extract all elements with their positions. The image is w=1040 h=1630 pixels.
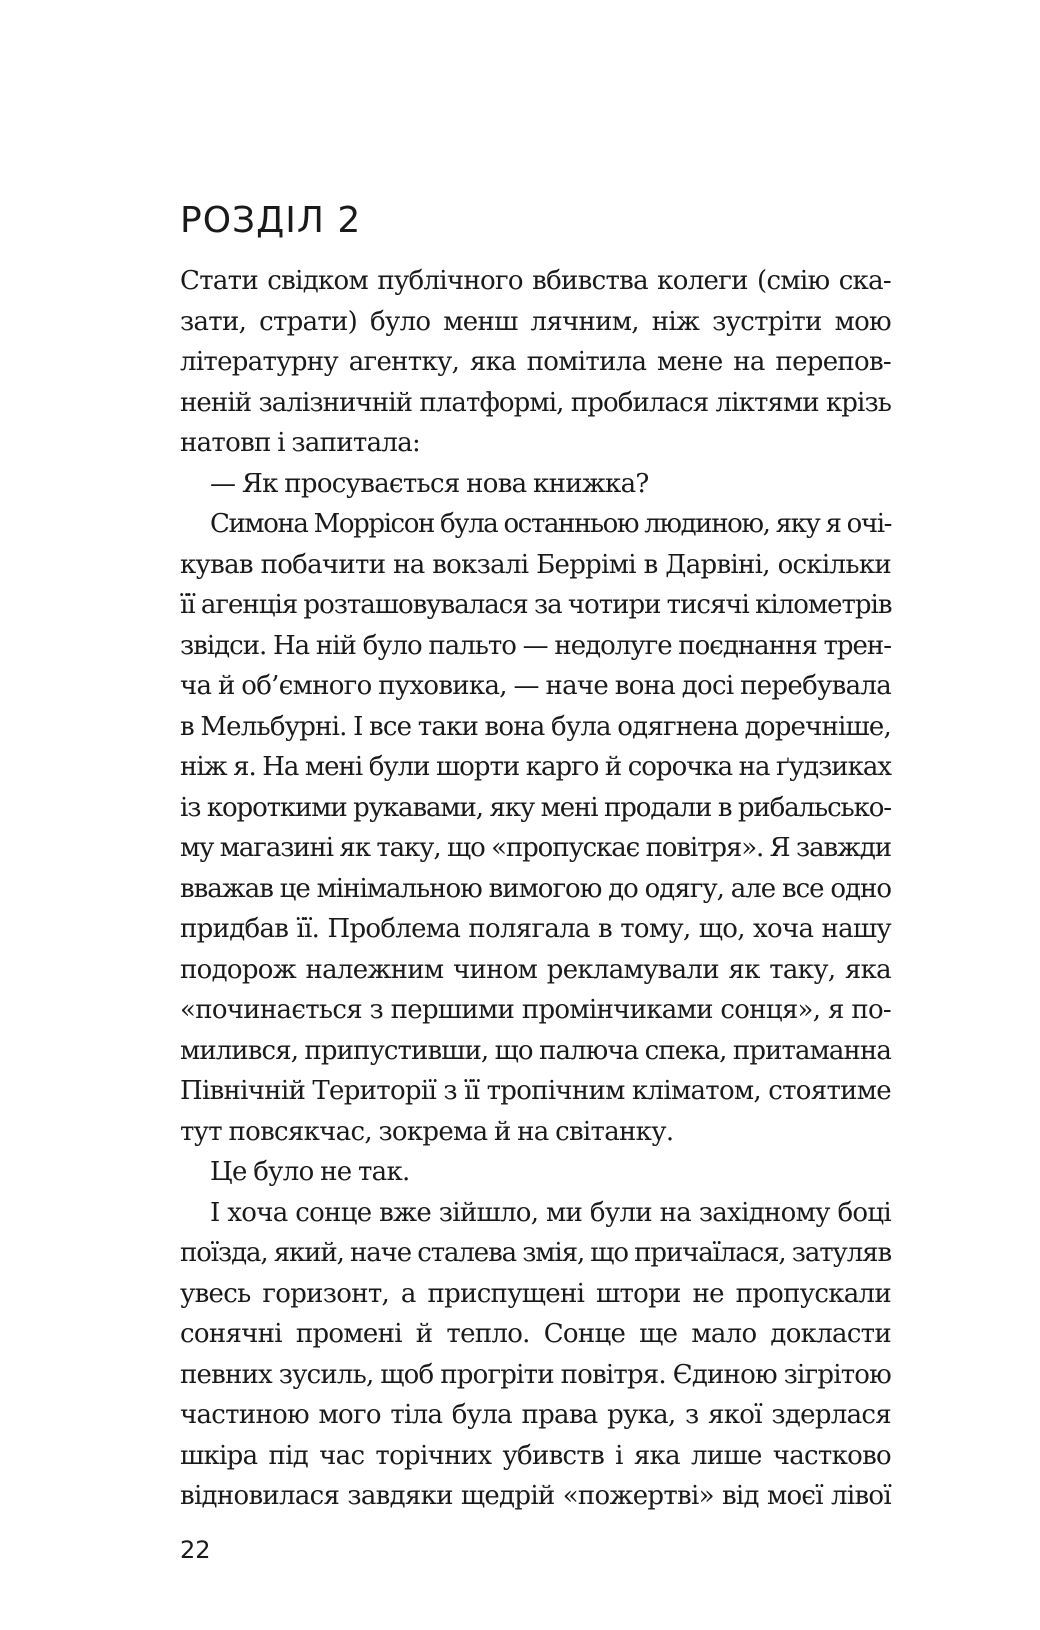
text-line: кував побачити на вокзалі Беррімі в Дарвіні, оскільки <box>180 549 891 580</box>
text-line: милився, припустивши, що палюча спека, притаманна <box>180 1035 891 1066</box>
text-line: — Як просувається нова книжка? <box>210 468 649 499</box>
chapter-title: РОЗДІЛ 2 <box>180 200 362 241</box>
text-line: літературну агентку, яка помітила мене на перепов- <box>180 347 891 377</box>
text-line: сонячні промені й тепло. Сонце ще мало докласти <box>180 1319 891 1349</box>
text-line: Це було не так. <box>210 1157 410 1187</box>
text-line: тут повсякчас, зокрема й на світанку. <box>180 1116 674 1147</box>
text-line: увесь горизонт, а приспущені штори не пропускали <box>180 1278 891 1309</box>
text-line: певних зусиль, щоб прогріти повітря. Єдиною зігрітою <box>180 1359 891 1390</box>
text-line: шкіра під час торічних убивств і яка лише частково <box>180 1440 891 1471</box>
body-text <box>180 261 891 1517</box>
text-line: подорож належним чином рекламували як таку, яка <box>180 954 891 985</box>
text-line: неній залізничній платформі, пробилася ліктями крізь <box>180 387 891 418</box>
text-line: І хоча сонце вже зійшло, ми були на західному боці <box>210 1197 891 1228</box>
page-number: 22 <box>180 1536 211 1564</box>
text-line: із короткими рукавами, яку мені продали в рибальсько- <box>180 792 891 823</box>
text-line: ча й об’ємного пуховика, — наче вона досі перебувала <box>180 671 891 701</box>
text-line: Симона Моррісон була останньою людиною, яку я очі- <box>210 509 891 539</box>
text-line: відновилася завдяки щедрій «пожертві» від моєї лівої <box>180 1481 891 1511</box>
text-line: частиною мого тіла була права рука, з якої здерлася <box>180 1400 891 1430</box>
text-line: натовп і запитала: <box>180 428 421 458</box>
text-line: Стати свідком публічного вбивства колеги (смію ска- <box>180 266 891 296</box>
text-line: в Мельбурні. І все таки вона була одягнена доречніше, <box>180 711 891 742</box>
text-line: її агенція розташовувалася за чотири тисячі кілометрів <box>180 590 892 620</box>
text-line: «починається з першими промінчиками сонця», я по- <box>180 995 891 1025</box>
text-line: зати, страти) було менш лячним, ніж зустріти мою <box>180 306 891 337</box>
text-line: ніж я. На мені були шорти карго й сорочка на ґудзиках <box>180 752 891 782</box>
text-line: вважав це мінімальною вимогою до одягу, але все одно <box>180 873 891 904</box>
text-line: поїзда, який, наче сталева змія, що причаїлася, затуляв <box>180 1238 891 1268</box>
text-line: му магазині як таку, що «пропускає повітря». Я завжди <box>180 833 891 863</box>
text-line: звідси. На ній було пальто — недолуге поєднання трен- <box>180 630 891 661</box>
text-line: Північній Території з її тропічним кліматом, стоятиме <box>180 1076 891 1106</box>
text-line: придбав її. Проблема полягала в тому, що, хоча нашу <box>180 914 891 944</box>
